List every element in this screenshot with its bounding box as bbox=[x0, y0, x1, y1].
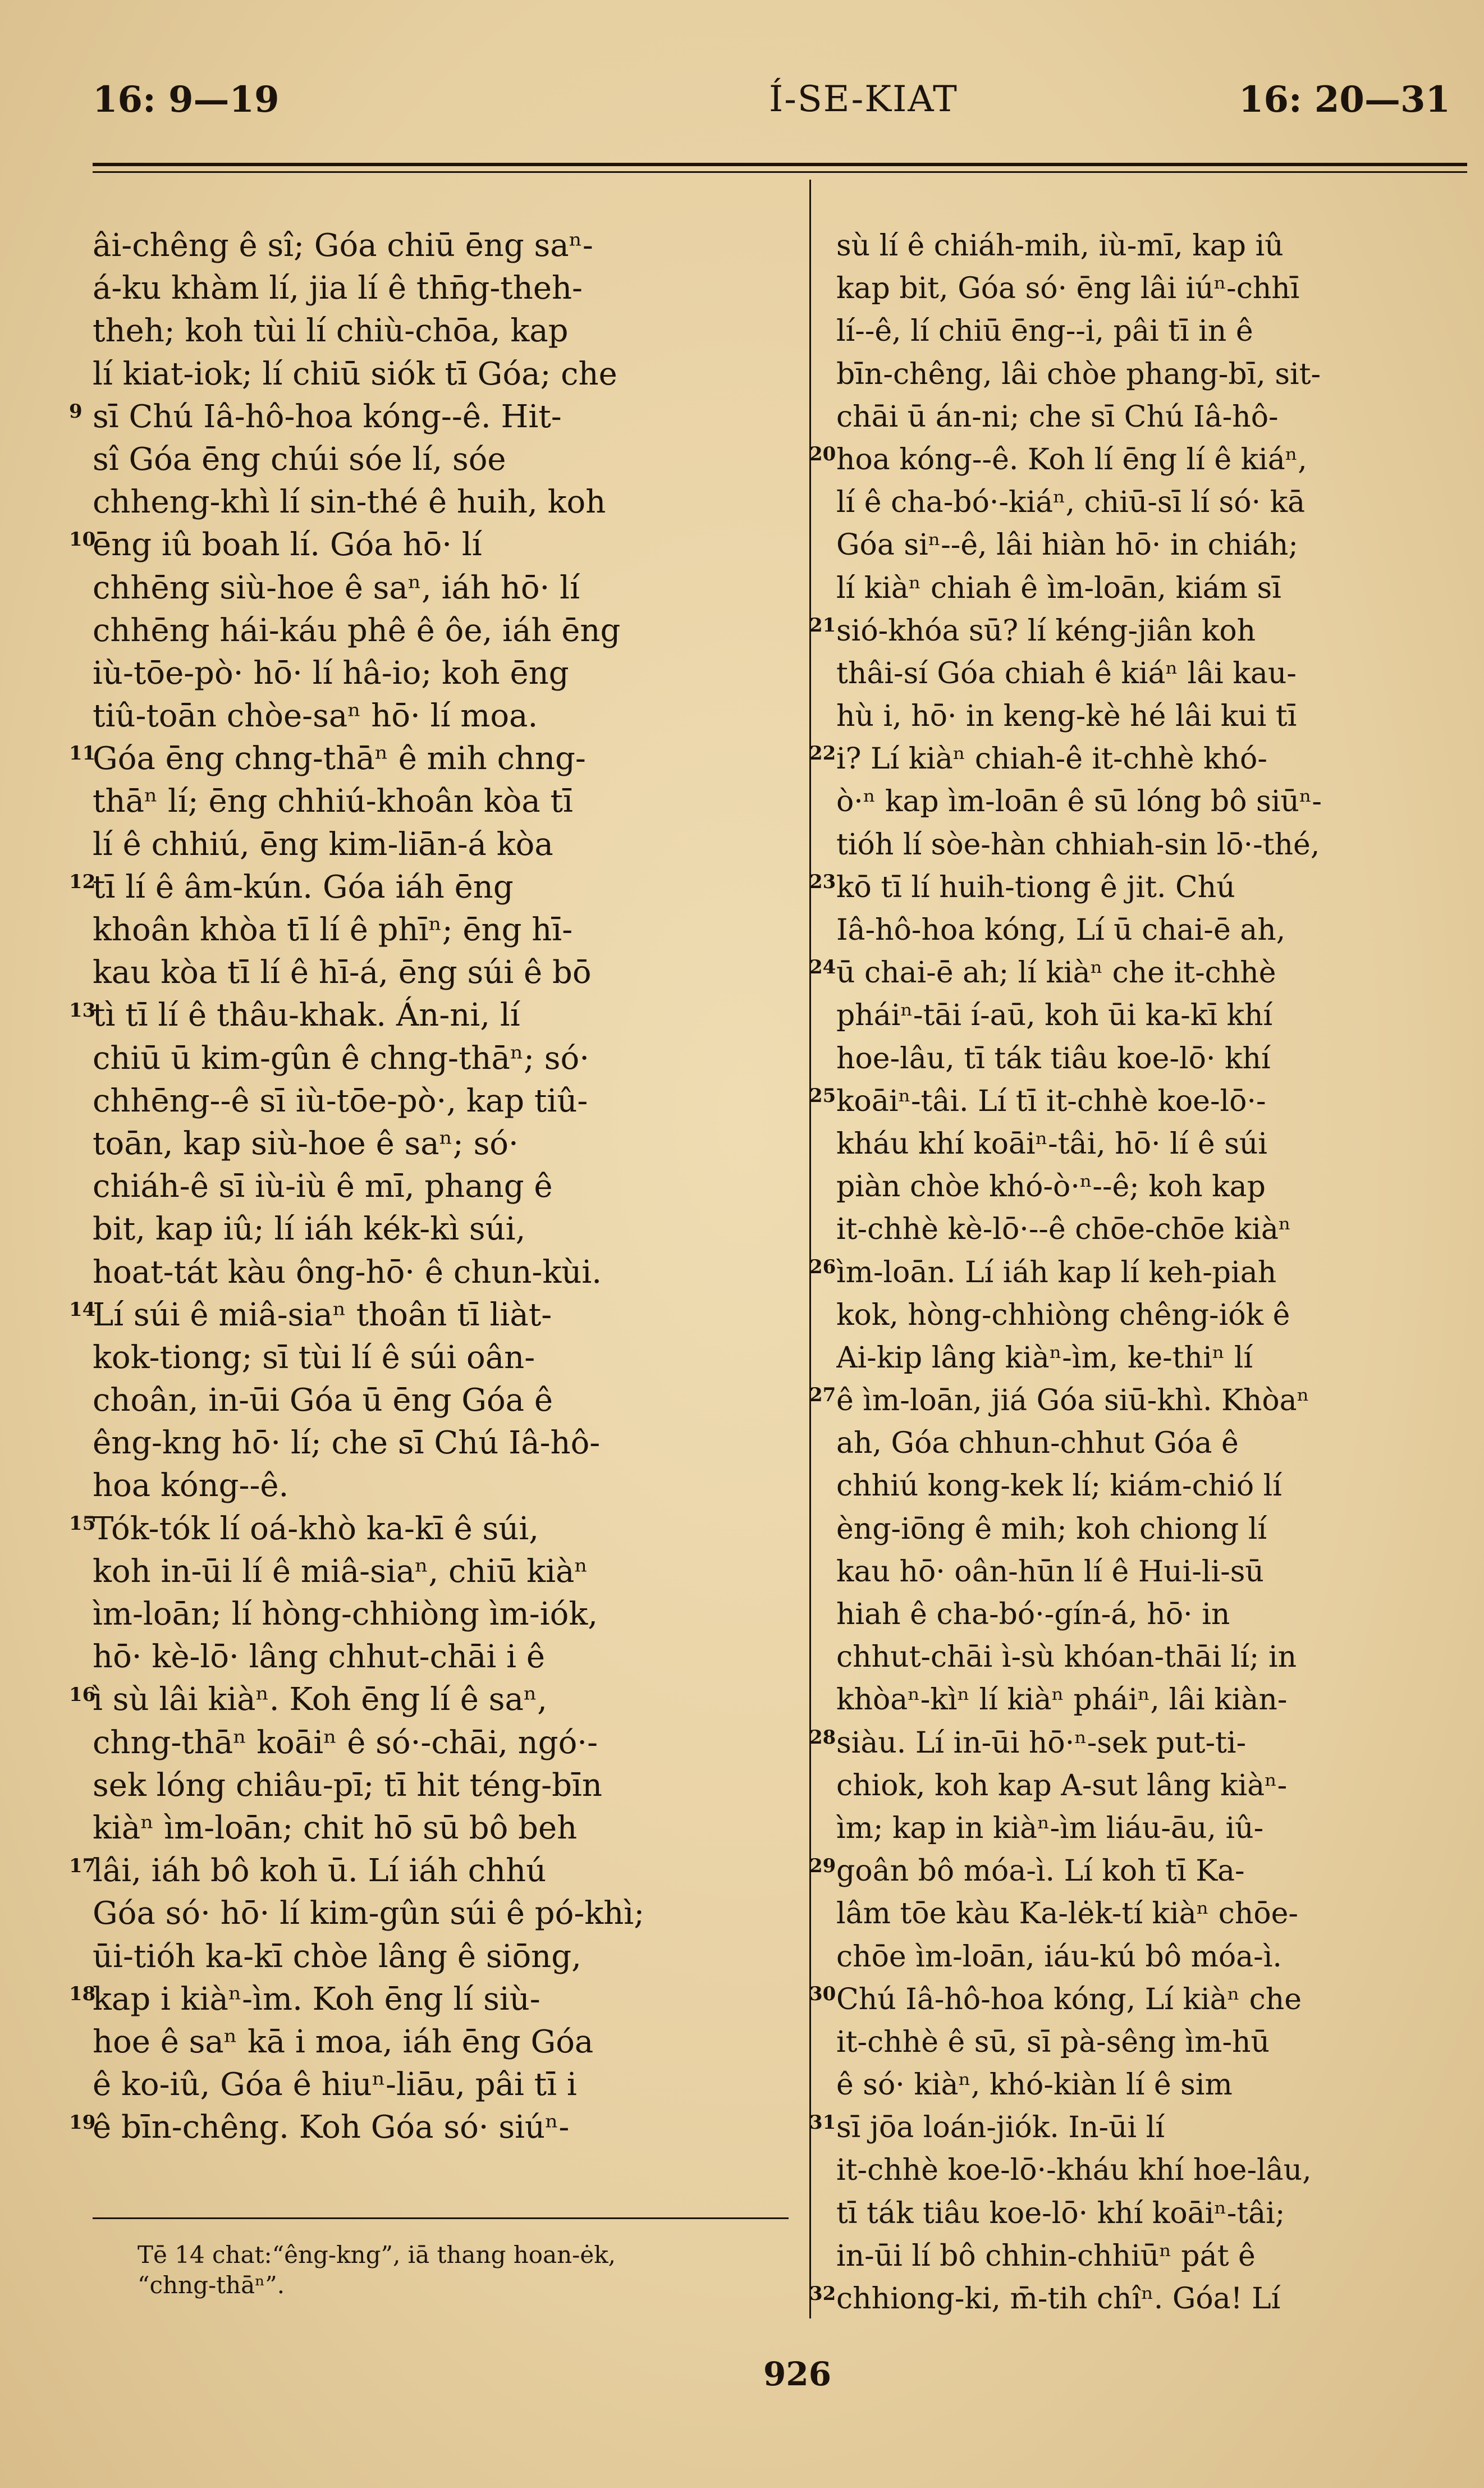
text-line: Góa ēng chng-thāⁿ ê mih chng- bbox=[93, 740, 586, 778]
text-line: bīn-chêng, lâi chòe phang-bī, sit- bbox=[836, 357, 1321, 391]
text-line: ìm-loān. Lí iáh kap lí keh-piah bbox=[836, 1255, 1277, 1289]
text-line: iù-tōe-pò· hō· lí hâ-io; koh ēng bbox=[93, 655, 569, 692]
text-line: tióh lí sòe-hàn chhiah-sin lō·-thé, bbox=[836, 827, 1320, 862]
verse-number: 12 bbox=[69, 871, 96, 893]
text-line: êng-kng hō· lí; che sī Chú Iâ-hô- bbox=[93, 1425, 601, 1462]
text-line: bit, kap iû; lí iáh kék-kì súi, bbox=[93, 1211, 526, 1248]
text-line: ēng iû boah lí. Góa hō· lí bbox=[93, 527, 482, 564]
verse-number: 27 bbox=[809, 1384, 836, 1407]
text-line: koāiⁿ-tâi. Lí tī it-chhè koe-lō·- bbox=[836, 1084, 1266, 1118]
text-line: kiàⁿ ìm-loān; chit hō sū bô beh bbox=[93, 1809, 578, 1846]
text-line: kap i kiàⁿ-ìm. Koh ēng lí siù- bbox=[93, 1981, 541, 2018]
page-number: 926 bbox=[763, 2355, 832, 2393]
text-line: kau hō· oân-hūn lí ê Hui-li-sū bbox=[836, 1554, 1264, 1589]
text-line: theh; koh tùi lí chiù-chōa, kap bbox=[93, 313, 569, 350]
verse-number: 26 bbox=[809, 1255, 836, 1278]
footnote-line: Tē 14 chat:“êng-kng”, iā thang hoan-ėk, bbox=[138, 2241, 616, 2269]
header-book-title: Í-SE-KIAT bbox=[769, 79, 958, 120]
text-line: lí kiàⁿ chiah ê ìm-loān, kiám sī bbox=[836, 571, 1281, 605]
text-line: in-ūi lí bô chhin-chhiūⁿ pát ê bbox=[836, 2239, 1256, 2273]
text-line: ìm; kap in kiàⁿ-ìm liáu-āu, iû- bbox=[836, 1811, 1264, 1845]
text-line: Iâ-hô-hoa kóng, Lí ū chai-ē ah, bbox=[836, 913, 1286, 947]
text-line: chiū ū kim-gûn ê chng-thāⁿ; só· bbox=[93, 1040, 590, 1077]
text-line: tī ták tiâu koe-lō· khí koāiⁿ-tâi; bbox=[836, 2196, 1285, 2230]
text-line: hoe ê saⁿ kā i moa, iáh ēng Góa bbox=[93, 2023, 594, 2060]
text-line: goân bô móa-ì. Lí koh tī Ka- bbox=[836, 1854, 1245, 1888]
footnote bbox=[138, 2240, 794, 2301]
text-line: kháu khí koāiⁿ-tâi, hō· lí ê súi bbox=[836, 1127, 1268, 1161]
text-line: Góa só· hō· lí kim-gûn súi ê pó-khì; bbox=[93, 1895, 645, 1932]
text-line: hoa kóng--ê. bbox=[93, 1467, 289, 1504]
text-line: piàn chòe khó-ò·ⁿ--ê; koh kap bbox=[836, 1170, 1266, 1204]
text-line: ê só· kiàⁿ, khó-kiàn lí ê sim bbox=[836, 2068, 1233, 2102]
text-line: Góa siⁿ--ê, lâi hiàn hō· in chiáh; bbox=[836, 528, 1298, 562]
text-line: chiáh-ê sī iù-iù ê mī, phang ê bbox=[93, 1168, 553, 1205]
verse-number: 11 bbox=[69, 742, 96, 765]
text-line: chāi ū án-ni; che sī Chú Iâ-hô- bbox=[836, 400, 1279, 434]
text-line: chhut-chāi ì-sù khóan-thāi lí; in bbox=[836, 1640, 1297, 1675]
footnote-line: “chng-thāⁿ”. bbox=[138, 2271, 285, 2299]
text-line: chiok, koh kap A-sut lâng kiàⁿ- bbox=[836, 1768, 1288, 1803]
text-line: chhēng hái-káu phê ê ôe, iáh ēng bbox=[93, 612, 621, 649]
text-line: it-chhè koe-lō·-kháu khí hoe-lâu, bbox=[836, 2153, 1312, 2188]
text-line: chōe ìm-loān, iáu-kú bô móa-ì. bbox=[836, 1940, 1282, 1974]
verse-number: 14 bbox=[69, 1298, 96, 1321]
text-line: Tók-tók lí oá-khò ka-kī ê súi, bbox=[93, 1510, 539, 1547]
verse-number: 20 bbox=[809, 443, 836, 465]
text-line: ê ko-iû, Góa ê hiuⁿ-liāu, pâi tī i bbox=[93, 2066, 577, 2103]
text-line: kok-tiong; sī tùi lí ê súi oân- bbox=[93, 1339, 535, 1376]
text-line: lí kiat-iok; lí chiū siók tī Góa; che bbox=[93, 355, 617, 392]
text-line: chng-thāⁿ koāiⁿ ê só·-chāi, ngó·- bbox=[93, 1724, 598, 1761]
text-line: lâi, iáh bô koh ū. Lí iáh chhú bbox=[93, 1853, 547, 1890]
text-line: sek lóng chiâu-pī; tī hit téng-bīn bbox=[93, 1767, 602, 1804]
verse-number: 19 bbox=[69, 2111, 96, 2134]
text-line: tiû-toān chòe-saⁿ hō· lí moa. bbox=[93, 698, 538, 735]
text-line: sió-khóa sū? lí kéng-jiân koh bbox=[836, 614, 1256, 648]
right-column bbox=[809, 225, 1476, 2320]
text-line: it-chhè ê sū, sī pà-sêng ìm-hū bbox=[836, 2025, 1270, 2059]
text-line: sî Góa ēng chúi sóe lí, sóe bbox=[93, 441, 506, 478]
text-line: kap bit, Góa só· ēng lâi iúⁿ-chhī bbox=[836, 272, 1300, 306]
text-line: èng-iōng ê mih; koh chiong lí bbox=[836, 1512, 1267, 1546]
text-line: pháiⁿ-tāi í-aū, koh ūi ka-kī khí bbox=[836, 999, 1273, 1033]
text-line: siàu. Lí in-ūi hō·ⁿ-sek put-ti- bbox=[836, 1726, 1247, 1760]
verse-number: 17 bbox=[69, 1854, 96, 1877]
footnote-rule bbox=[93, 2217, 789, 2219]
text-line: choân, in-ūi Góa ū ēng Góa ê bbox=[93, 1382, 553, 1419]
text-line: lâm tōe kàu Ka-lėk-tí kiàⁿ chōe- bbox=[836, 1897, 1298, 1931]
text-line: chhiú kong-kek lí; kiám-chió lí bbox=[836, 1469, 1282, 1503]
verse-number: 18 bbox=[69, 1983, 96, 2006]
text-line: hoa kóng--ê. Koh lí ēng lí ê kiáⁿ, bbox=[836, 442, 1307, 477]
text-line: sī jōa loán-jiók. In-ūi lí bbox=[836, 2111, 1165, 2145]
text-line: kok, hòng-chhiòng chêng-iók ê bbox=[836, 1298, 1290, 1332]
text-line: tì tī lí ê thâu-khak. Án-ni, lí bbox=[93, 997, 520, 1034]
text-line: âi-chêng ê sî; Góa chiū ēng saⁿ- bbox=[93, 227, 593, 264]
text-line: á-ku khàm lí, jia lí ê thn̄g-theh- bbox=[93, 270, 583, 307]
left-column bbox=[69, 225, 789, 2149]
text-line: thâi-sí Góa chiah ê kiáⁿ lâi kau- bbox=[836, 656, 1297, 690]
text-line: Chú Iâ-hô-hoa kóng, Lí kiàⁿ che bbox=[836, 1982, 1302, 2016]
text-line: chheng-khì lí sin-thé ê huih, koh bbox=[93, 484, 606, 521]
text-line: ìm-loān; lí hòng-chhiòng ìm-iók, bbox=[93, 1596, 598, 1632]
text-line: ū chai-ē ah; lí kiàⁿ che it-chhè bbox=[836, 956, 1276, 990]
text-line: khòaⁿ-kìⁿ lí kiàⁿ pháiⁿ, lâi kiàn- bbox=[836, 1683, 1288, 1717]
text-line: hù i, hō· in keng-kè hé lâi kui tī bbox=[836, 699, 1297, 734]
text-line: ê bīn-chêng. Koh Góa só· siúⁿ- bbox=[93, 2109, 570, 2146]
header-right-reference: 16: 20—31 bbox=[1238, 79, 1450, 121]
text-line: ah, Góa chhun-chhut Góa ê bbox=[836, 1426, 1239, 1461]
header-rule-thin bbox=[93, 171, 1467, 173]
text-line: chhēng--ê sī iù-tōe-pò·, kap tiû- bbox=[93, 1082, 588, 1119]
text-line: koh in-ūi lí ê miâ-siaⁿ, chiū kiàⁿ bbox=[93, 1553, 588, 1590]
text-line: hoe-lâu, tī ták tiâu koe-lō· khí bbox=[836, 1041, 1271, 1076]
text-line: ì sù lâi kiàⁿ. Koh ēng lí ê saⁿ, bbox=[93, 1681, 547, 1718]
verse-number: 29 bbox=[809, 1854, 836, 1877]
text-line: ò·ⁿ kap ìm-loān ê sū lóng bô siūⁿ- bbox=[836, 785, 1322, 819]
verse-number: 10 bbox=[69, 528, 96, 551]
text-line: sù lí ê chiáh-mih, iù-mī, kap iû bbox=[836, 229, 1284, 263]
verse-number: 25 bbox=[809, 1085, 836, 1107]
verse-number: 23 bbox=[809, 871, 836, 893]
text-line: hiah ê cha-bó·-gín-á, hō· in bbox=[836, 1598, 1230, 1631]
text-line: lí ê cha-bó·-kiáⁿ, chiū-sī lí só· kā bbox=[836, 486, 1306, 520]
text-line: Ai-kip lâng kiàⁿ-ìm, ke-thiⁿ lí bbox=[836, 1341, 1253, 1375]
text-line: sī Chú Iâ-hô-hoa kóng--ê. Hit- bbox=[93, 398, 562, 435]
header-rule-thick bbox=[93, 163, 1467, 166]
text-line: thāⁿ lí; ēng chhiú-khoân kòa tī bbox=[93, 783, 573, 820]
text-line: lí--ê, lí chiū ēng--i, pâi tī in ê bbox=[836, 314, 1253, 349]
text-line: khoân khòa tī lí ê phīⁿ; ēng hī- bbox=[93, 912, 573, 948]
verse-number: 15 bbox=[69, 1512, 96, 1535]
text-line: hoat-tát kàu ông-hō· ê chun-kùi. bbox=[93, 1254, 602, 1291]
header-left-reference: 16: 9—19 bbox=[93, 79, 280, 121]
verse-number: 32 bbox=[809, 2282, 836, 2305]
verse-number: 28 bbox=[809, 1726, 836, 1749]
verse-number: 21 bbox=[809, 614, 836, 637]
verse-number: 16 bbox=[69, 1683, 96, 1706]
text-line: toān, kap siù-hoe ê saⁿ; só· bbox=[93, 1125, 519, 1162]
text-line: kō tī lí huih-tiong ê jit. Chú bbox=[836, 870, 1235, 904]
text-line: chhiong-ki, m̄-tih chîⁿ. Góa! Lí bbox=[836, 2282, 1281, 2316]
text-line: Lí súi ê miâ-siaⁿ thoân tī liàt- bbox=[93, 1296, 552, 1333]
verse-number: 22 bbox=[809, 742, 836, 765]
verse-number: 31 bbox=[809, 2111, 836, 2134]
verse-number: 9 bbox=[69, 400, 83, 423]
text-line: hō· kè-lō· lâng chhut-chāi i ê bbox=[93, 1639, 545, 1676]
text-line: ê ìm-loān, jiá Góa siū-khì. Khòaⁿ bbox=[836, 1384, 1310, 1418]
verse-number: 24 bbox=[809, 956, 836, 979]
verse-number: 30 bbox=[809, 1983, 836, 2006]
text-line: i? Lí kiàⁿ chiah-ê it-chhè khó- bbox=[836, 742, 1267, 776]
text-line: kau kòa tī lí ê hī-á, ēng súi ê bō bbox=[93, 954, 592, 991]
text-line: lí ê chhiú, ēng kim-liān-á kòa bbox=[93, 826, 553, 863]
text-line: ūi-tióh ka-kī chòe lâng ê siōng, bbox=[93, 1938, 581, 1975]
text-line: it-chhè kè-lō·--ê chōe-chōe kiàⁿ bbox=[836, 1213, 1291, 1247]
text-line: chhēng siù-hoe ê saⁿ, iáh hō· lí bbox=[93, 569, 580, 606]
verse-number: 13 bbox=[69, 999, 96, 1022]
text-line: tī lí ê âm-kún. Góa iáh ēng bbox=[93, 868, 514, 905]
running-header bbox=[93, 79, 1450, 129]
